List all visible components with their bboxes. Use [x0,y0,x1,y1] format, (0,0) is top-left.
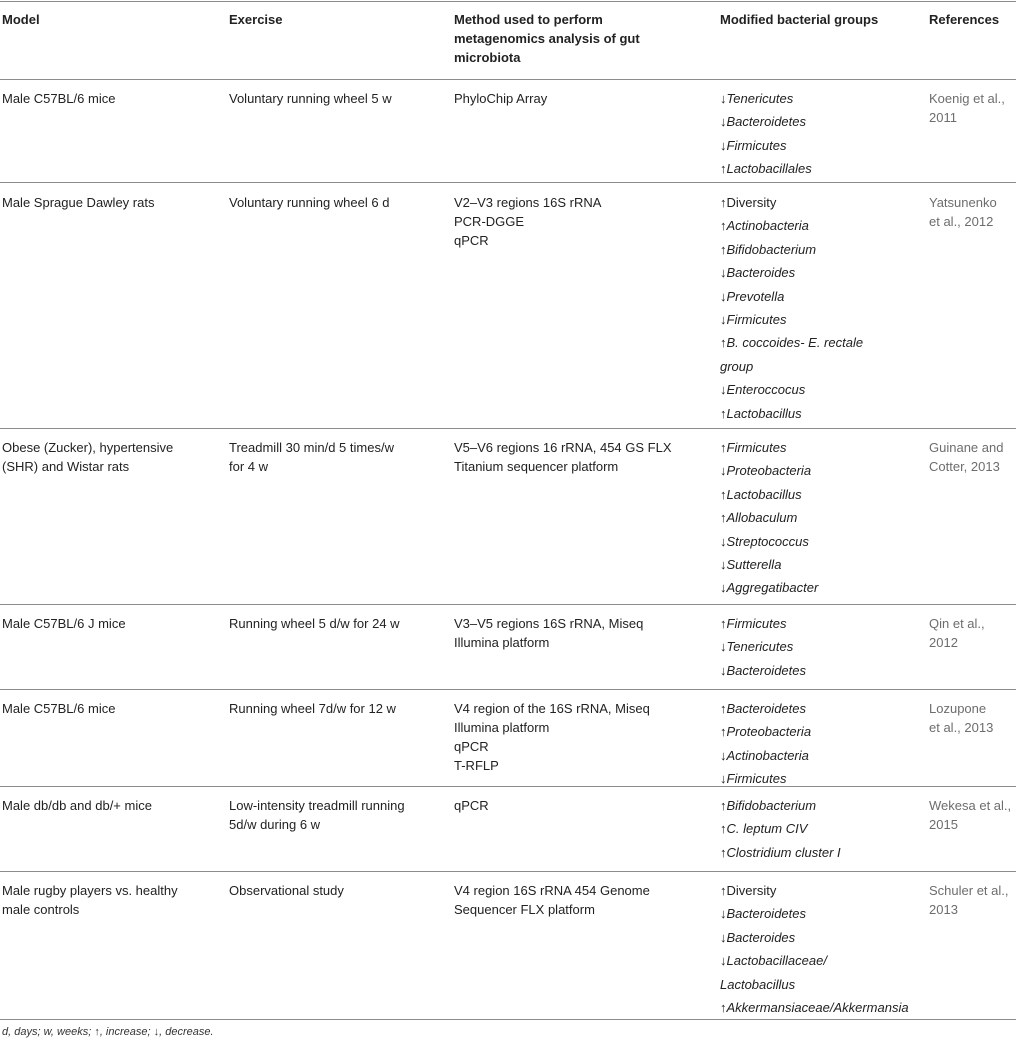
cell-method-line: Titanium sequencer platform [454,459,619,474]
cell-bacteria [720,697,811,791]
bacteria-name: Proteobacteria [726,463,812,479]
bacteria-name: Bacteroidetes [726,662,806,678]
decrease-arrow-icon: ↓ [720,662,727,678]
bacteria-name: Bacteroides [726,929,796,945]
increase-arrow-icon: ↑ [720,161,727,177]
bacteria-name: Firmicutes [726,137,787,153]
decrease-arrow-icon: ↓ [720,771,727,787]
header-bottom-rule [0,79,1016,80]
cell-references-line: Qin et al., [929,616,985,631]
bacteria-name: Firmicutes [726,771,787,787]
decrease-arrow-icon: ↓ [720,533,727,549]
cell-method-line: V5–V6 regions 16 rRNA, 454 GS FLX [454,440,672,455]
bacteria-label: Diversity [726,883,777,898]
bacteria-name: Actinobacteria [726,747,809,763]
cell-model-line: (SHR) and Wistar rats [2,459,130,474]
bacteria-name: Proteobacteria [726,724,812,740]
bacteria-name: Bacteroidetes [726,114,806,130]
bacteria-name: Bifidobacterium [726,241,817,257]
bacteria-entry [720,191,863,214]
decrease-arrow-icon: ↓ [720,114,727,130]
cell-exercise [229,614,400,633]
cell-exercise [229,881,344,900]
cell-method [454,614,643,652]
bacteria-entry [720,744,811,767]
bacteria-name: Lactobacillaceae/ [726,953,827,969]
increase-arrow-icon: ↑ [720,510,727,526]
cell-method-line: T-RFLP [454,758,499,773]
cell-exercise-line: Voluntary running wheel 6 d [229,195,390,210]
row-divider [0,689,1016,690]
decrease-arrow-icon: ↓ [720,265,727,281]
bacteria-entry [720,879,909,902]
bacteria-name: Sutterella [726,557,782,573]
cell-method [454,193,601,250]
bacteria-entry [720,506,818,529]
row-divider [0,428,1016,429]
cell-method-line: V4 region of the 16S rRNA, Miseq [454,701,650,716]
row-divider [0,871,1016,872]
decrease-arrow-icon: ↓ [720,463,727,479]
cell-references-line: et al., 2013 [929,720,994,735]
increase-arrow-icon: ↑ [720,241,727,257]
bacteria-entry [720,697,811,720]
cell-exercise [229,193,389,212]
table-footnote: d, days; w, weeks; ↑, increase; ↓, decrease. [2,1026,214,1038]
increase-arrow-icon: ↑ [720,440,727,455]
increase-arrow-icon: ↑ [720,335,727,351]
bacteria-entry [720,841,841,864]
decrease-arrow-icon: ↓ [720,639,727,655]
increase-arrow-icon: ↑ [720,486,727,502]
bacteria-name: Bacteroides [726,265,796,281]
bacteria-entry [720,331,863,354]
cell-references [929,193,997,231]
bacteria-name: Bifidobacterium [726,798,817,813]
cell-exercise-line: Low-intensity treadmill running [229,798,405,813]
bacteria-entry [720,110,812,133]
cell-model [2,699,115,718]
cell-exercise [229,438,394,476]
bacteria-entry [720,902,909,925]
cell-exercise-line: for 4 w [229,459,269,474]
bacteria-name: Bacteroidetes [726,701,806,716]
bacteria-entry [720,926,909,949]
cell-references-line: Cotter, 2013 [929,459,1000,474]
cell-references-line: 2012 [929,635,958,650]
cell-bacteria [720,612,806,682]
bacteria-name: Allobaculum [726,510,798,526]
bacteria-entry [720,134,812,157]
cell-model-line: male controls [2,902,80,917]
decrease-arrow-icon: ↓ [720,747,727,763]
increase-arrow-icon: ↑ [720,701,727,716]
bacteria-name: Lactobacillales [726,161,812,177]
cell-method-line: V3–V5 regions 16S rRNA, Miseq [454,616,644,631]
increase-arrow-icon: ↑ [720,405,727,421]
bacteria-entry [720,87,812,110]
bacteria-name: Enteroccocus [726,382,806,398]
cell-references [929,438,1003,476]
bacteria-name: group [720,358,754,374]
cell-bacteria [720,436,818,600]
bacteria-name: Tenericutes [726,639,794,655]
cell-model [2,438,173,476]
cell-references-line: 2013 [929,902,958,917]
bacteria-entry [720,612,806,635]
cell-model [2,881,178,919]
cell-references-line: Schuler et al., [929,883,1009,898]
bacteria-entry [720,483,818,506]
cell-method-line: qPCR [454,798,489,813]
bacteria-entry [720,214,863,237]
cell-model-line: Male rugby players vs. healthy [2,883,178,898]
cell-exercise-line: Running wheel 5 d/w for 24 w [229,616,400,631]
header-method-line: microbiota [454,50,521,65]
cell-bacteria [720,794,841,864]
bacteria-entry [720,973,909,996]
cell-exercise [229,699,396,718]
bacteria-name: Actinobacteria [726,218,809,234]
bacteria-entry [720,659,806,682]
header-method-line: metagenomics analysis of gut [454,31,640,46]
cell-exercise-line: Observational study [229,883,344,898]
cell-method [454,699,650,775]
cell-exercise-line: Voluntary running wheel 5 w [229,91,392,106]
cell-references-line: Yatsunenko [929,195,997,210]
header-exercise: Exercise [229,12,283,27]
bacteria-entry [720,157,812,180]
increase-arrow-icon: ↑ [720,195,727,210]
cell-bacteria [720,87,812,181]
cell-references [929,881,1009,919]
header-method [454,10,640,67]
cell-method-line: Sequencer FLX platform [454,902,595,917]
decrease-arrow-icon: ↓ [720,382,727,398]
cell-method [454,796,489,815]
cell-references-line: 2015 [929,817,958,832]
bacteria-entry [720,308,863,331]
bacteria-name: Firmicutes [726,312,787,328]
row-divider [0,182,1016,183]
bacteria-name: B. coccoides- E. rectale [726,335,864,351]
bacteria-name: Streptococcus [726,533,809,549]
bacteria-entry [720,378,863,401]
header-method-line: Method used to perform [454,12,603,27]
decrease-arrow-icon: ↓ [720,953,727,969]
cell-method-line: PhyloChip Array [454,91,548,106]
bacteria-entry [720,576,818,599]
increase-arrow-icon: ↑ [720,844,727,860]
bacteria-name: Lactobacillus [726,486,802,502]
decrease-arrow-icon: ↓ [720,580,727,596]
bacteria-entry [720,794,841,817]
cell-model-line: Male C57BL/6 J mice [2,616,126,631]
bacteria-entry [720,817,841,840]
cell-references [929,796,1011,834]
bacteria-name: Aggregatibacter [726,580,819,596]
cell-exercise-line: Running wheel 7d/w for 12 w [229,701,396,716]
cell-references-line: Koenig et al., [929,91,1005,106]
header-bacteria: Modified bacterial groups [720,12,879,27]
bacteria-entry [720,949,909,972]
bacteria-name: Tenericutes [726,91,794,106]
cell-method [454,89,547,108]
bacteria-name: Prevotella [726,288,785,304]
bacteria-entry [720,530,818,553]
increase-arrow-icon: ↑ [720,883,727,898]
cell-model [2,614,126,633]
cell-method-line: qPCR [454,739,489,754]
bacteria-entry [720,261,863,284]
bacteria-name: Firmicutes [726,440,787,455]
bacteria-name: Clostridium cluster I [726,844,841,860]
increase-arrow-icon: ↑ [720,1000,727,1016]
bacteria-entry [720,238,863,261]
cell-model-line: Male C57BL/6 mice [2,91,116,106]
cell-references-line: Wekesa et al., [929,798,1012,813]
header-references: References [929,12,1000,27]
cell-model-line: Obese (Zucker), hypertensive [2,440,174,455]
bacteria-name: Firmicutes [726,616,787,631]
bacteria-entry [720,459,818,482]
cell-exercise [229,89,392,108]
increase-arrow-icon: ↑ [720,724,727,740]
cell-model-line: Male db/db and db/+ mice [2,798,152,813]
cell-method-line: V2–V3 regions 16S rRNA [454,195,602,210]
cell-exercise-line: Treadmill 30 min/d 5 times/w [229,440,394,455]
bacteria-entry [720,436,818,459]
cell-method-line: V4 region 16S rRNA 454 Genome [454,883,650,898]
bacteria-name: Lactobacillus [726,405,802,421]
increase-arrow-icon: ↑ [720,616,727,631]
bacteria-entry [720,635,806,658]
decrease-arrow-icon: ↓ [720,91,727,106]
cell-method-line: Illumina platform [454,635,550,650]
increase-arrow-icon: ↑ [720,218,727,234]
decrease-arrow-icon: ↓ [720,906,727,922]
bacteria-entry [720,285,863,308]
table-top-rule [0,1,1016,2]
bacteria-entry [720,720,811,743]
cell-model [2,796,152,815]
bacteria-label: Diversity [726,195,777,210]
cell-exercise [229,796,405,834]
cell-method-line: qPCR [454,233,489,248]
decrease-arrow-icon: ↓ [720,929,727,945]
cell-model [2,193,154,212]
cell-references-line: et al., 2012 [929,214,994,229]
cell-method [454,881,650,919]
bacteria-name: C. leptum CIV [726,821,808,837]
cell-references-line: Lozupone [929,701,987,716]
decrease-arrow-icon: ↓ [720,557,727,573]
cell-references [929,89,1005,127]
bacteria-entry [720,355,863,378]
header-model: Model [2,12,40,27]
decrease-arrow-icon: ↓ [720,137,727,153]
cell-references-line: 2011 [929,110,957,125]
cell-bacteria [720,879,909,1019]
cell-references [929,699,993,737]
cell-method-line: PCR-DGGE [454,214,525,229]
bacteria-name: Lactobacillus [720,976,796,992]
cell-model [2,89,115,108]
cell-method-line: Illumina platform [454,720,550,735]
increase-arrow-icon: ↑ [720,798,727,813]
cell-model-line: Male C57BL/6 mice [2,701,116,716]
row-divider [0,786,1016,787]
decrease-arrow-icon: ↓ [720,312,727,328]
bacteria-entry [720,996,909,1019]
cell-bacteria [720,191,863,425]
bacteria-entry [720,553,818,576]
bacteria-entry [720,767,811,790]
cell-exercise-line: 5d/w during 6 w [229,817,321,832]
decrease-arrow-icon: ↓ [720,288,727,304]
cell-method [454,438,672,476]
cell-model-line: Male Sprague Dawley rats [2,195,155,210]
bacteria-name: Akkermansiaceae/Akkermansia [726,1000,909,1016]
cell-references [929,614,985,652]
increase-arrow-icon: ↑ [720,821,727,837]
bacteria-name: Bacteroidetes [726,906,806,922]
row-divider [0,604,1016,605]
cell-references-line: Guinane and [929,440,1004,455]
bacteria-entry [720,402,863,425]
